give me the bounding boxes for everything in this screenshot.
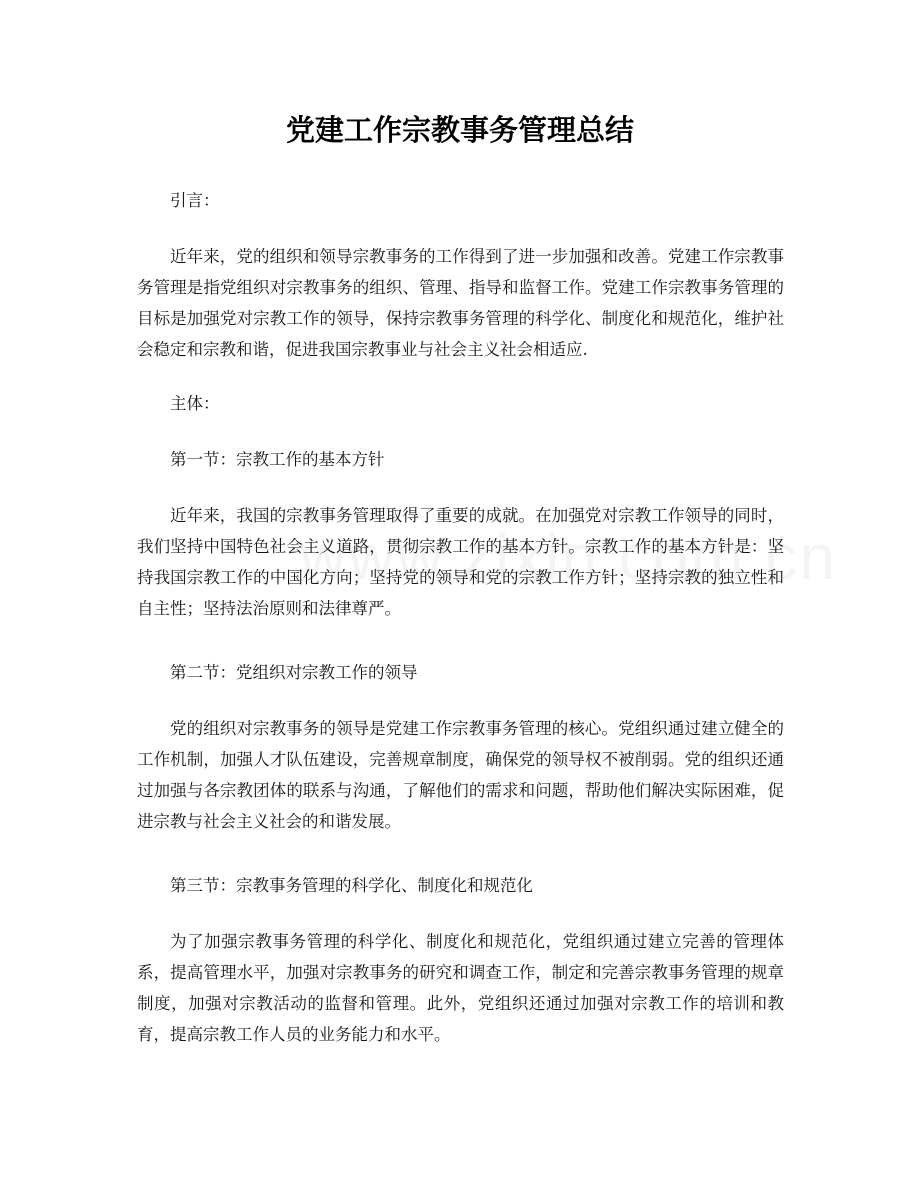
section-paragraph: 为了加强宗教事务管理的科学化、制度化和规范化，党组织通过建立完善的管理体系，提高管理水平，加强对宗教事务的研究和调查工作，制定和完善宗教事务管理的规章制度，加强对宗教活动的监督和管理。此外，党组织还通过加强对宗教工作的培训和教育，提高宗教工作人员的业务能力和水平。 — [137, 932, 784, 1044]
section-heading: 第三节：宗教事务管理的科学化、制度化和规范化 — [170, 876, 533, 895]
intro-label: 引言： — [170, 191, 220, 210]
section-paragraph: 党的组织对宗教事务的领导是党建工作宗教事务管理的核心。党组织通过建立健全的工作机制，加强人才队伍建设，完善规章制度，确保党的领导权不被削弱。党的组织还通过加强与各宗教团体的联系与沟通，了解他们的需求和问题，帮助他们解决实际困难，促进宗教与社会主义社会的和谐发展。 — [137, 719, 784, 831]
section-heading: 第一节：宗教工作的基本方针 — [170, 450, 385, 469]
document-title: 党建工作宗教事务管理总结 — [285, 113, 634, 147]
section-heading: 第二节：党组织对宗教工作的领导 — [170, 663, 418, 682]
document-body — [137, 185, 784, 1083]
section-paragraph: 近年来，我国的宗教事务管理取得了重要的成就。在加强党对宗教工作领导的同时，我们坚持中国特色社会主义道路，贯彻宗教工作的基本方针。宗教工作的基本方针是：坚持我国宗教工作的中国化方向；坚持党的领导和党的宗教工作方针；坚持宗教的独立性和自主性；坚持法治原则和法律尊严。 — [137, 506, 784, 618]
intro-paragraph: 近年来，党的组织和领导宗教事务的工作得到了进一步加强和改善。党建工作宗教事务管理是指党组织对宗教事务的组织、管理、指导和监督工作。党建工作宗教事务管理的目标是加强党对宗教工作的领导，保持宗教事务管理的科学化、制度化和规范化，维护社会稳定和宗教和谐，促进我国宗教事业与社会主义社会相适应. — [137, 247, 784, 359]
body-label: 主体： — [170, 394, 220, 413]
